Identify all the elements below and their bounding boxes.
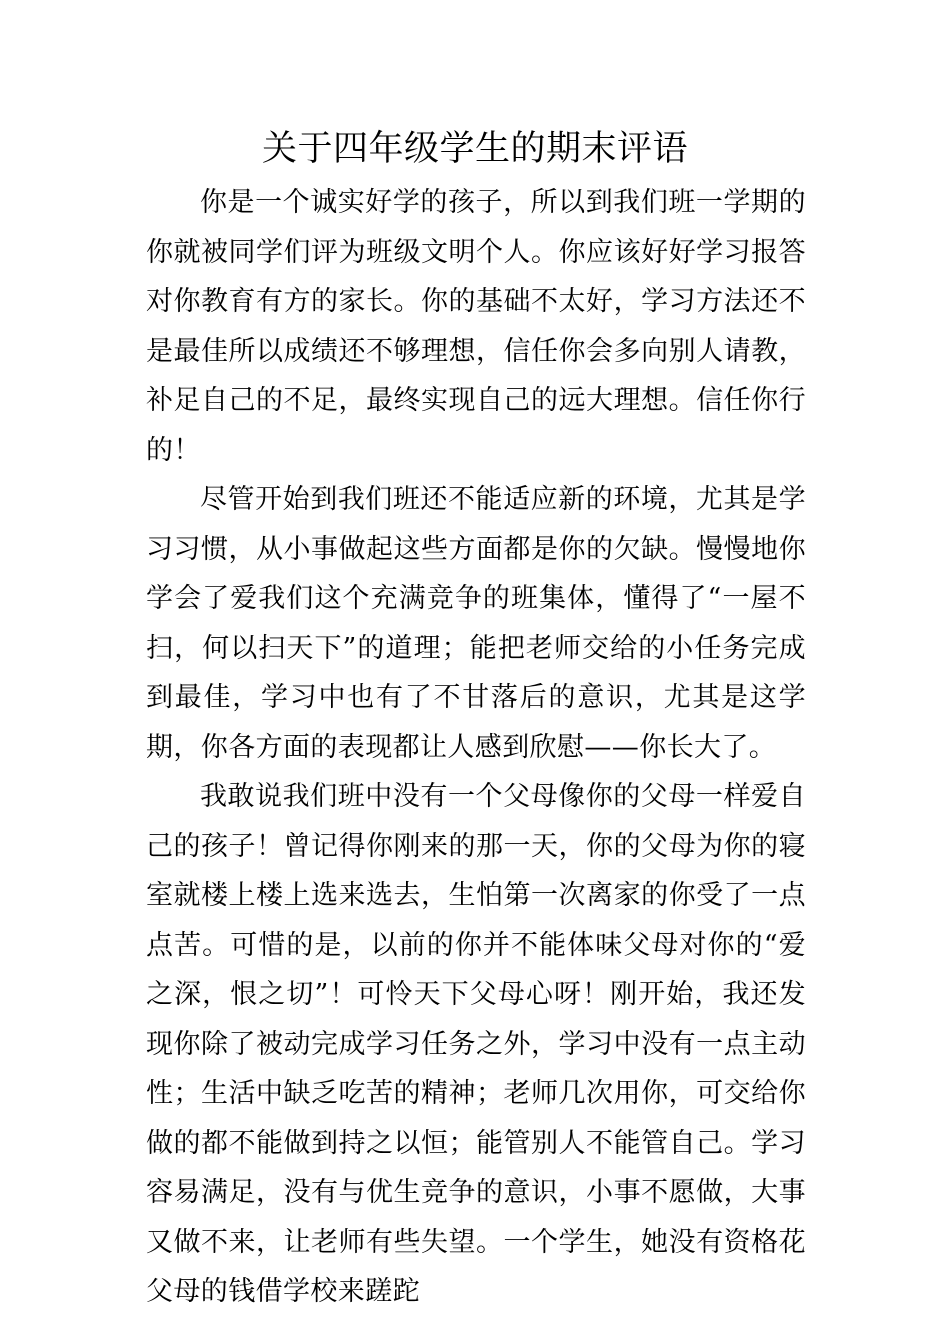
paragraph-2: 尽管开始到我们班还不能适应新的环境，尤其是学习习惯，从小事做起这些方面都是你的欠缺。慢慢地你学会了爱我们这个充满竞争的班集体，懂得了“一屋不扫，何以扫天下”的道理；能把老师交给的小任务完成到最佳，学习中也有了不甘落后的意识，尤其是这学期，你各方面的表现都让人感到欣慰——你长大了。 <box>146 484 806 763</box>
paragraph-1: 你是一个诚实好学的孩子，所以到我们班一学期的你就被同学们评为班级文明个人。你应该好好学习报答对你教育有方的家长。你的基础不太好，学习方法还不是最佳所以成绩还不够理想，信任你会多向别人请教，补足自己的不足，最终实现自己的远大理想。信任你行的！ <box>146 187 806 466</box>
document-body <box>146 178 806 1317</box>
document-title: 关于四年级学生的期末评语 <box>261 129 688 169</box>
paragraph-3: 我敢说我们班中没有一个父母像你的父母一样爱自己的孩子！曾记得你刚来的那一天，你的父母为你的寝室就楼上楼上选来选去，生怕第一次离家的你受了一点点苦。可惜的是，以前的你并不能体味父母对你的“爱之深，恨之切”！可怜天下父母心呀！刚开始，我还发现你除了被动完成学习任务之外，学习中没有一点主动性；生活中缺乏吃苦的精神；老师几次用你，可交给你做的都不能做到持之以恒；能管别人不能管自己。学习容易满足，没有与优生竞争的意识，小事不愿做，大事又做不来，让老师有些失望。一个学生，她没有资格花父母的钱借学校来蹉跎 <box>146 781 806 1307</box>
